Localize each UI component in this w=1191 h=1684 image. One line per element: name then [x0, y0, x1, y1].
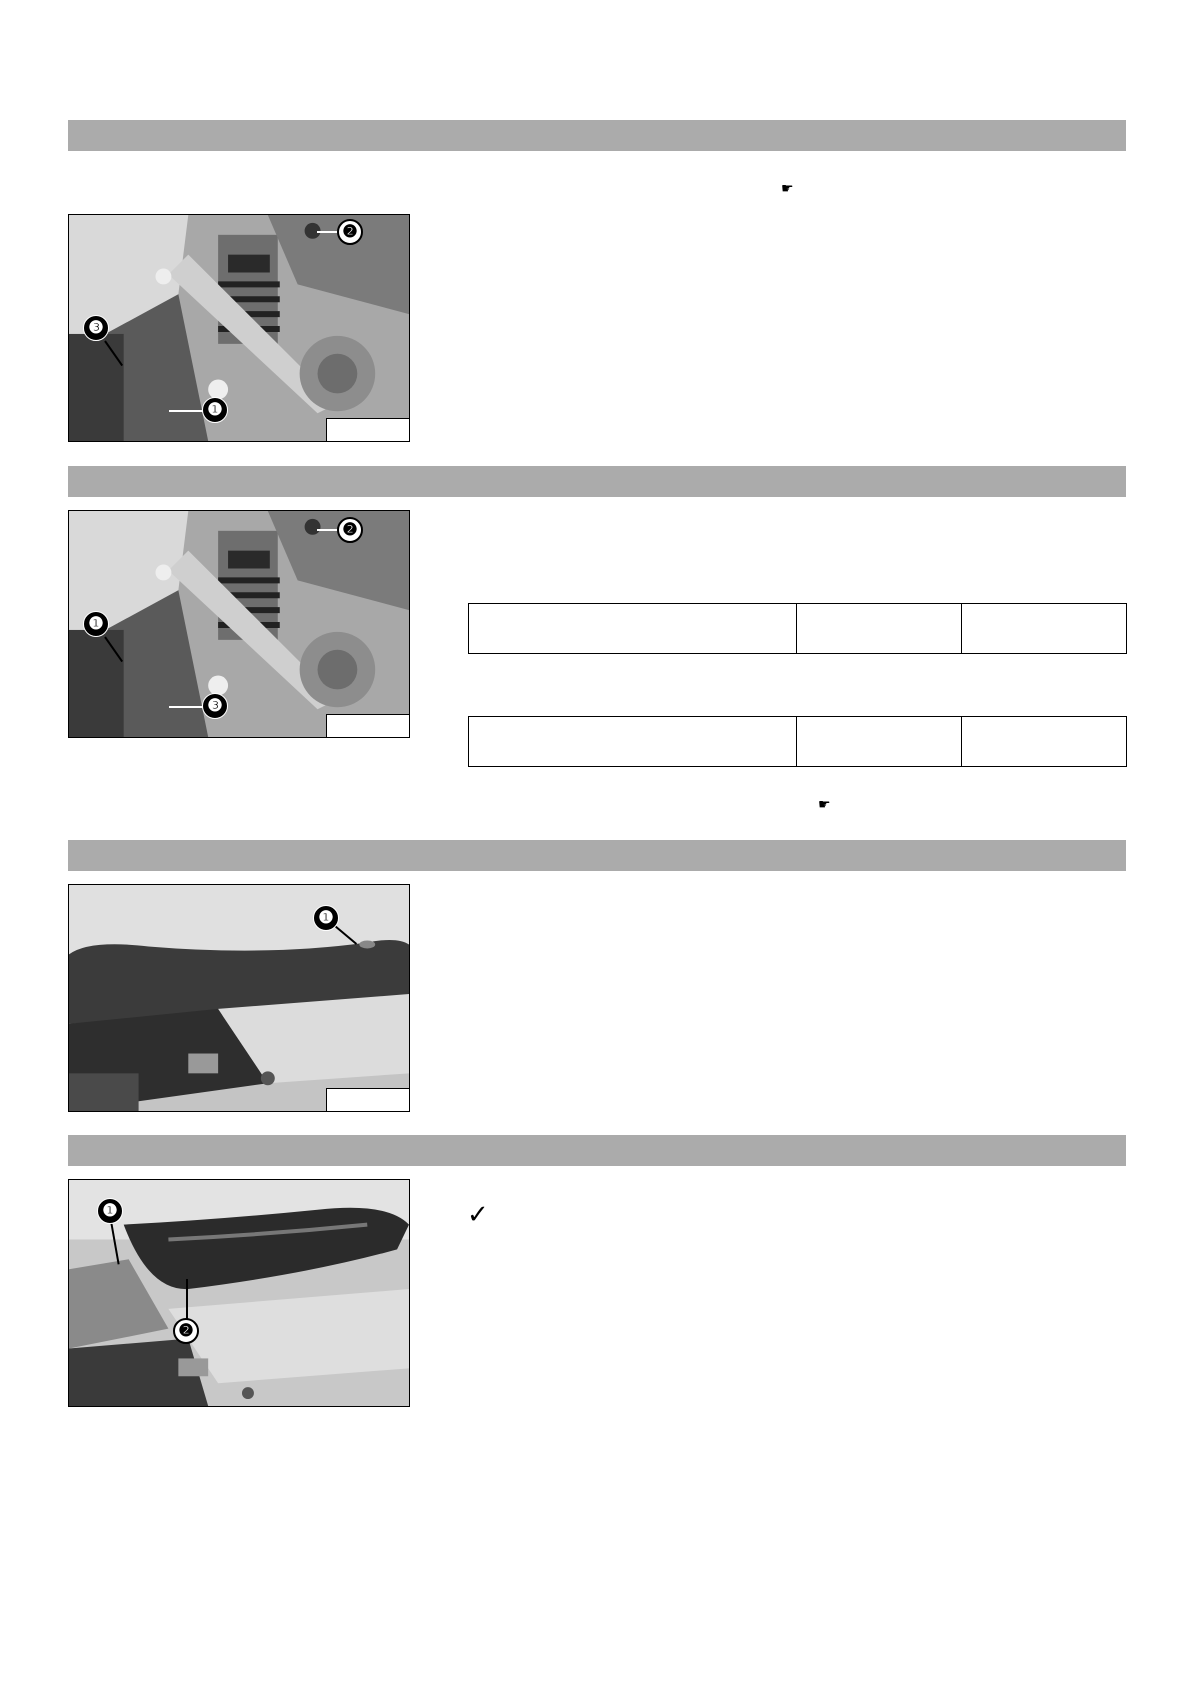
pointing-hand-icon[interactable]: ☛ [781, 180, 794, 196]
pointing-hand-icon[interactable]: ☛ [818, 796, 831, 812]
table-cell [961, 604, 1126, 654]
seat-image [69, 885, 409, 1111]
photo-label-plate [326, 418, 409, 441]
callout-1: ❶ [313, 905, 339, 931]
table-row [469, 604, 1127, 654]
callout-3: ❸ [83, 315, 109, 341]
section-4-photo [68, 1179, 410, 1407]
photo-label-plate [326, 1088, 409, 1111]
table-cell [797, 604, 962, 654]
section-1-header-bar [68, 120, 1126, 151]
callout-1: ❶ [202, 397, 228, 423]
shock-absorber-image [69, 215, 409, 441]
table-cell [961, 717, 1126, 767]
section-3-header-bar [68, 840, 1126, 871]
callout-2: ❷ [337, 219, 363, 245]
table-cell [797, 717, 962, 767]
checkmark-icon: ✓ [467, 1200, 489, 1230]
section-2-header-bar [68, 466, 1126, 497]
callout-2-leader [317, 529, 339, 531]
photo-label-plate [326, 714, 409, 737]
section-4-header-bar [68, 1135, 1126, 1166]
spec-table-2 [468, 716, 1127, 767]
callout-3: ❸ [202, 693, 228, 719]
callout-1: ❶ [83, 611, 109, 637]
shock-absorber-image [69, 511, 409, 737]
callout-1: ❶ [97, 1198, 123, 1224]
callout-2: ❷ [173, 1318, 199, 1344]
callout-2-leader [317, 231, 339, 233]
callout-2: ❷ [337, 517, 363, 543]
spec-table-1 [468, 603, 1127, 654]
section-2-photo [68, 510, 410, 738]
table-row [469, 717, 1127, 767]
table-cell [469, 717, 797, 767]
table-cell [469, 604, 797, 654]
section-3-photo [68, 884, 410, 1112]
section-1-photo [68, 214, 410, 442]
